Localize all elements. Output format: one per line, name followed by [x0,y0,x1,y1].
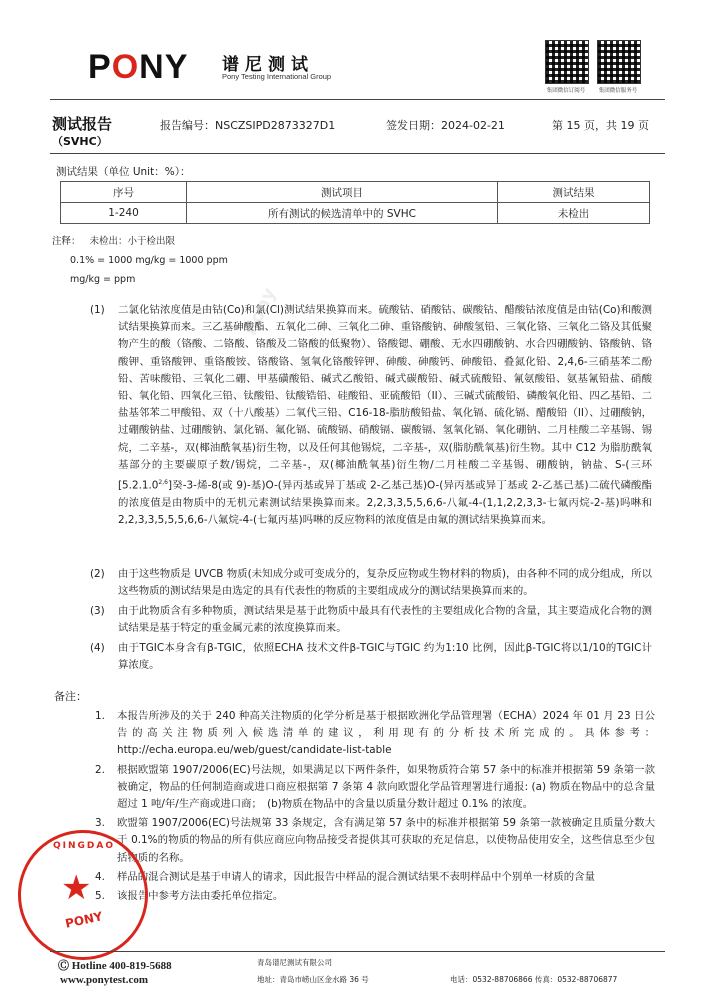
note-text: 由于TGIC本身含有β-TGIC，依照ECHA 技术文件β-TGIC与TGIC 约为1:10 比例，因此β-TGIC将以1/10的TGIC计算浓度。 [118,642,652,672]
report-title: 测试报告 [52,115,113,133]
title-rule [50,153,665,154]
legend [52,234,175,249]
note-text: 由于这些物质是 UVCB 物质(未知成分或可变成分的，复杂反应物或生物材料的物质)，由各种不同的成分组成，所以这些物质的测试结果是由选定的具有代表性的物质的主要组成成分的测试结果换算而来的。 [118,568,652,598]
logo-letter: O [111,48,140,86]
remark-item [95,708,655,760]
remark-text: 该报告中参考方法由委托单位指定。 [117,890,284,903]
remark-item [95,888,655,905]
note-item [92,603,652,637]
report-subtitle: （SVHC） [52,135,108,148]
remark-number: 4. [95,870,105,883]
footer-website: www.ponytest.com [60,974,148,986]
remark-number: 1. [95,710,105,722]
note-text: 由于此物质含有多种物质，测试结果是基于此物质中最具有代表性的主要组成化合物的含量，其主要造成化合物的测试结果是基于特定的重金属元素的浓度换算而来。 [118,605,652,635]
table-cell: 未检出 [498,203,650,224]
remarks-list [95,708,655,905]
qr-label-service: 集团微信服务号 [598,88,638,94]
remarks-heading: 备注： [54,690,87,703]
footer-hotline [58,957,172,973]
remark-item [95,815,655,867]
company-name-en: Pony Testing International Group [222,72,332,81]
remark-text: 根据欧盟第 1907/2006(EC)号法规，如果满足以下两件条件，如果物质符合第 57 条中的标准并根据第 59 条第一款被确定，物品的任何制造商或进口商应根据第 7 条第 4 款向欧盟化学品管理署进行通报: (a) 物质在物品中的总含量超过 1 吨/年/生产商或进口商； (b)物质在物品中的含量以质量分数计超过 0.1% 的浓度。 [117,763,655,811]
hotline-text: Hotline 400-819-5688 [71,960,172,972]
page-number: 第 15 页，共 19 页 [552,119,649,132]
footer-company: 青岛谱尼测试有限公司 [257,958,332,967]
remark-item [95,762,655,814]
header-cell: 测试项目 [187,182,498,203]
header-rule [50,99,665,100]
note-text: 二氯化钴浓度值是由钴(Co)和氯(Cl)测试结果换算而来。硫酸钴、硝酸钴、碳酸钴、醋酸钴浓度值是由钴(Co)和酸测试结果换算而来。三乙基砷酸酯、五氧化二砷、三氧化二砷、重铬酸钠、砷酸氢铅、三氧化铬、三氧化二铬及其低聚物产生的酸（铬酸、二铬酸、铬酸及二铬酸的低聚物）、铬酸锶、硼酸、无水四硼酸钠、水合四硼酸钠、铬酸钠、铬酸钾、重铬酸钾、重铬酸铵、铬酸铬、氢氧化铬酸锌钾、砷酸、砷酸钙、砷酸铅、叠氮化铅、2,4,6-三硝基苯二酚铅、苦味酸铅、三氧化二硼、甲基磺酸铅、碱式乙酸铅、碱式碳酸铅、碱式硫酸铅、氰氨酸铅、氨基氰铅盐、硝酸铅、氧化铅、四氧化三铅、钛酸铅、钛酸锆铅、硅酸铅、亚硫酸铅（II）、三碱式硫酸铅、磷酸氧化铅、四乙基铅、二盐基邻苯二甲酸铅、双（十八酸基）二氧代三铅、C16-18-脂肪酸铅盐、氧化镉、硫化镉、醋酸铅（II）、过硼酸钠，过硼酸钠盐、过硼酸钠、氯化镉、氟化镉、硫酸镉、硝酸镉、碳酸镉、氢氧化镉、氧化硼钠、二月桂酸二辛基锡、锡烷，二辛基-，双(椰油酰氧基)衍生物，以及任何其他锡烷，二辛基-，双(脂肪酰氧基)衍生物。其中 C12 为脂肪酰氧基部分的主要碳原子数/锡烷，二辛基-，双(椰油酰氧基)衍生物/二月桂酸二辛基锡、硼酸钠，钠盐、S-(三环[5.2.1.0 [118,304,652,492]
remark-item [95,869,655,886]
note-item [92,302,652,529]
remark-text: 欧盟第 1907/2006(EC)号法规第 33 条规定，含有满足第 57 条中的标准并根据第 59 条第一款被确定且质量分数大于 0.1%的物质的物品的所有供应商应向物品接受者提供其可获取的充足信息，以使物品使用安全，这些信息至少包括物质的名称。 [117,817,655,864]
note-number: (4) [90,642,105,654]
note-number: (1) [90,304,105,316]
note-item [92,566,652,600]
remark-number: 5. [95,890,105,903]
results-table [60,181,650,224]
note-text: ]癸-3-烯-8(或 9)-基)O-(异丙基或异丁基或 2-乙基己基)O-(异丙基或异丁基或 2-乙基己基)二硫代磷酸酯的浓度值是由物质中的无机元素测试结果换算而来。2,2,3,3,5,5,6,6-八氟-4-(1,1,2,2,3,3-七氟丙烷-2-基)吗啉和 2,2,3,3,5,5,5,6,6-八氟烷-4-(七氟丙基)吗啉的反应物料的浓度值是由氟的测试结果换算而来。 [118,479,652,526]
issue-date: 签发日期：2024-02-21 [386,119,505,132]
company-name-cn: 谱尼测试 [222,55,314,75]
table-cell: 1-240 [61,203,187,224]
watermark: Pony [240,284,281,339]
qr-code-service-icon [597,40,641,84]
table-header-row [61,182,650,203]
qr-code-subscription-icon [545,40,589,84]
header-cell: 测试结果 [498,182,650,203]
seal-center-text: PONY [63,909,104,931]
legend-line: 0.1% = 1000 mg/kg = 1000 ppm [70,255,228,266]
seal-ring-text: QINGDAO [53,841,116,851]
logo-letter: N [139,48,165,86]
footer-tel: 电话：0532-88706866 传真：0532-88706877 [450,975,618,984]
remark-text: 本报告所涉及的关于 240 种高关注物质的化学分析是基于根据欧洲化学品管理署（ECHA）2024 年 01 月 23 日公告的高关注物质列入候选清单的建议，利用现有的分析技术所完成的。具体参考：http://echa.europa.eu/web/guest/candidate-list-table [117,710,655,757]
qr-label-subscription: 集团微信订阅号 [546,88,586,94]
logo-letter: P [88,48,112,86]
phone-icon: Ⓒ [58,960,69,972]
company-logo [88,48,188,87]
logo-text [88,48,188,86]
report-number: 报告编号：NSCZSIPD2873327D1 [160,119,336,132]
header-cell: 序号 [61,182,187,203]
legend-line: mg/kg = ppm [70,274,136,285]
remark-number: 2. [95,763,105,776]
note-number: (2) [90,568,105,580]
table-cell: 所有测试的候选清单中的 SVHC [187,203,498,224]
logo-letter: Y [164,48,189,86]
star-icon: ★ [61,868,92,908]
footer-address: 地址：青岛市崂山区金水路 36 号 [257,975,369,984]
note-superscript: 2,6 [158,479,168,487]
footer-rule [50,951,665,952]
legend-line: 未检出：小于检出限 [89,236,176,247]
remark-text: 样品的混合测试是基于申请人的请求，因此报告中样品的混合测试结果不表明样品中个别单一材质的含量 [117,870,595,883]
remark-number: 3. [95,817,105,830]
legend-prefix: 注释： [52,236,81,247]
table-row [61,203,650,224]
note-number: (3) [90,605,105,617]
note-item [92,640,652,674]
results-unit-label: 测试结果（单位 Unit：%）： [56,166,191,178]
company-seal [18,830,148,960]
